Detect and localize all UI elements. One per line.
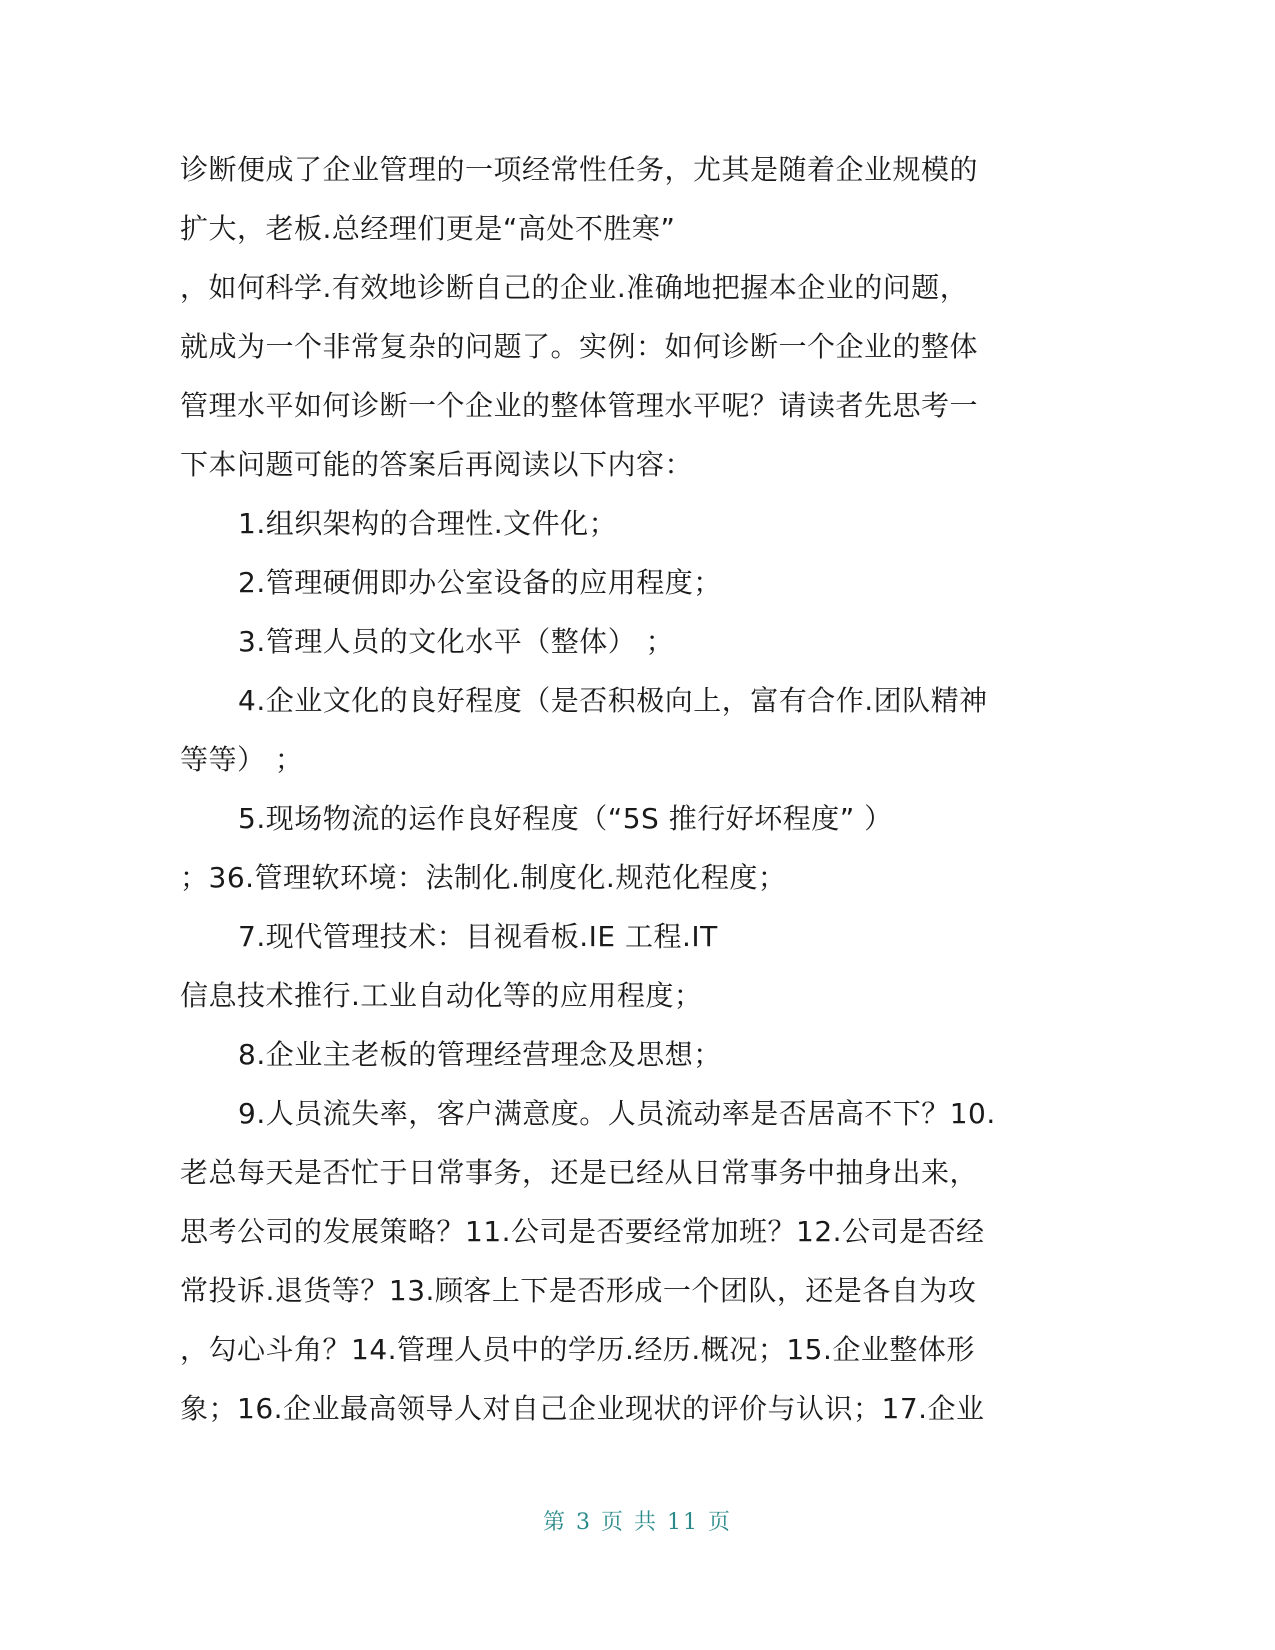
text-line: ；36.管理软环境：法制化.制度化.规范化程度； bbox=[180, 861, 787, 894]
text-line: 5.现场物流的运作良好程度（“5S 推行好坏程度” ） bbox=[238, 802, 893, 835]
text-line: 象；16.企业最高领导人对自己企业现状的评价与认识；17.企业 bbox=[180, 1392, 985, 1425]
text-line: 管理水平如何诊断一个企业的整体管理水平呢？请读者先思考一 bbox=[180, 389, 979, 422]
text-line: 常投诉.退货等？13.顾客上下是否形成一个团队，还是各自为攻 bbox=[180, 1274, 977, 1307]
text-line: 下本问题可能的答案后再阅读以下内容： bbox=[180, 448, 694, 481]
text-line: 扩大，老板.总经理们更是“高处不胜寒” bbox=[180, 212, 676, 245]
text-line: ，勾心斗角？14.管理人员中的学历.经历.概况；15.企业整体形 bbox=[180, 1333, 975, 1366]
text-line: ，如何科学.有效地诊断自己的企业.准确地把握本企业的问题， bbox=[180, 271, 969, 304]
text-line: 4.企业文化的良好程度（是否积极向上，富有合作.团队精神 bbox=[238, 684, 988, 717]
text-line: 9.人员流失率，客户满意度。人员流动率是否居高不下？10. bbox=[238, 1097, 996, 1130]
text-line: 老总每天是否忙于日常事务，还是已经从日常事务中抽身出来， bbox=[180, 1156, 979, 1189]
text-line: 8.企业主老板的管理经营理念及思想； bbox=[238, 1038, 722, 1071]
document-body bbox=[180, 140, 1080, 1438]
text-line: 诊断便成了企业管理的一项经常性任务，尤其是随着企业规模的 bbox=[180, 153, 979, 186]
text-line: 等等） ； bbox=[180, 743, 304, 776]
text-line: 信息技术推行.工业自动化等的应用程度； bbox=[180, 979, 703, 1012]
text-line: 3.管理人员的文化水平（整体） ； bbox=[238, 625, 675, 658]
text-line: 2.管理硬佣即办公室设备的应用程度； bbox=[238, 566, 722, 599]
text-line: 就成为一个非常复杂的问题了。实例：如何诊断一个企业的整体 bbox=[180, 330, 979, 363]
text-line: 1.组织架构的合理性.文件化； bbox=[238, 507, 618, 540]
text-line: 思考公司的发展策略？11.公司是否要经常加班？12.公司是否经 bbox=[180, 1215, 985, 1248]
text-line: 7.现代管理技术：目视看板.IE 工程.IT bbox=[238, 920, 718, 953]
page-number-footer: 第 3 页 共 11 页 bbox=[543, 1510, 732, 1535]
